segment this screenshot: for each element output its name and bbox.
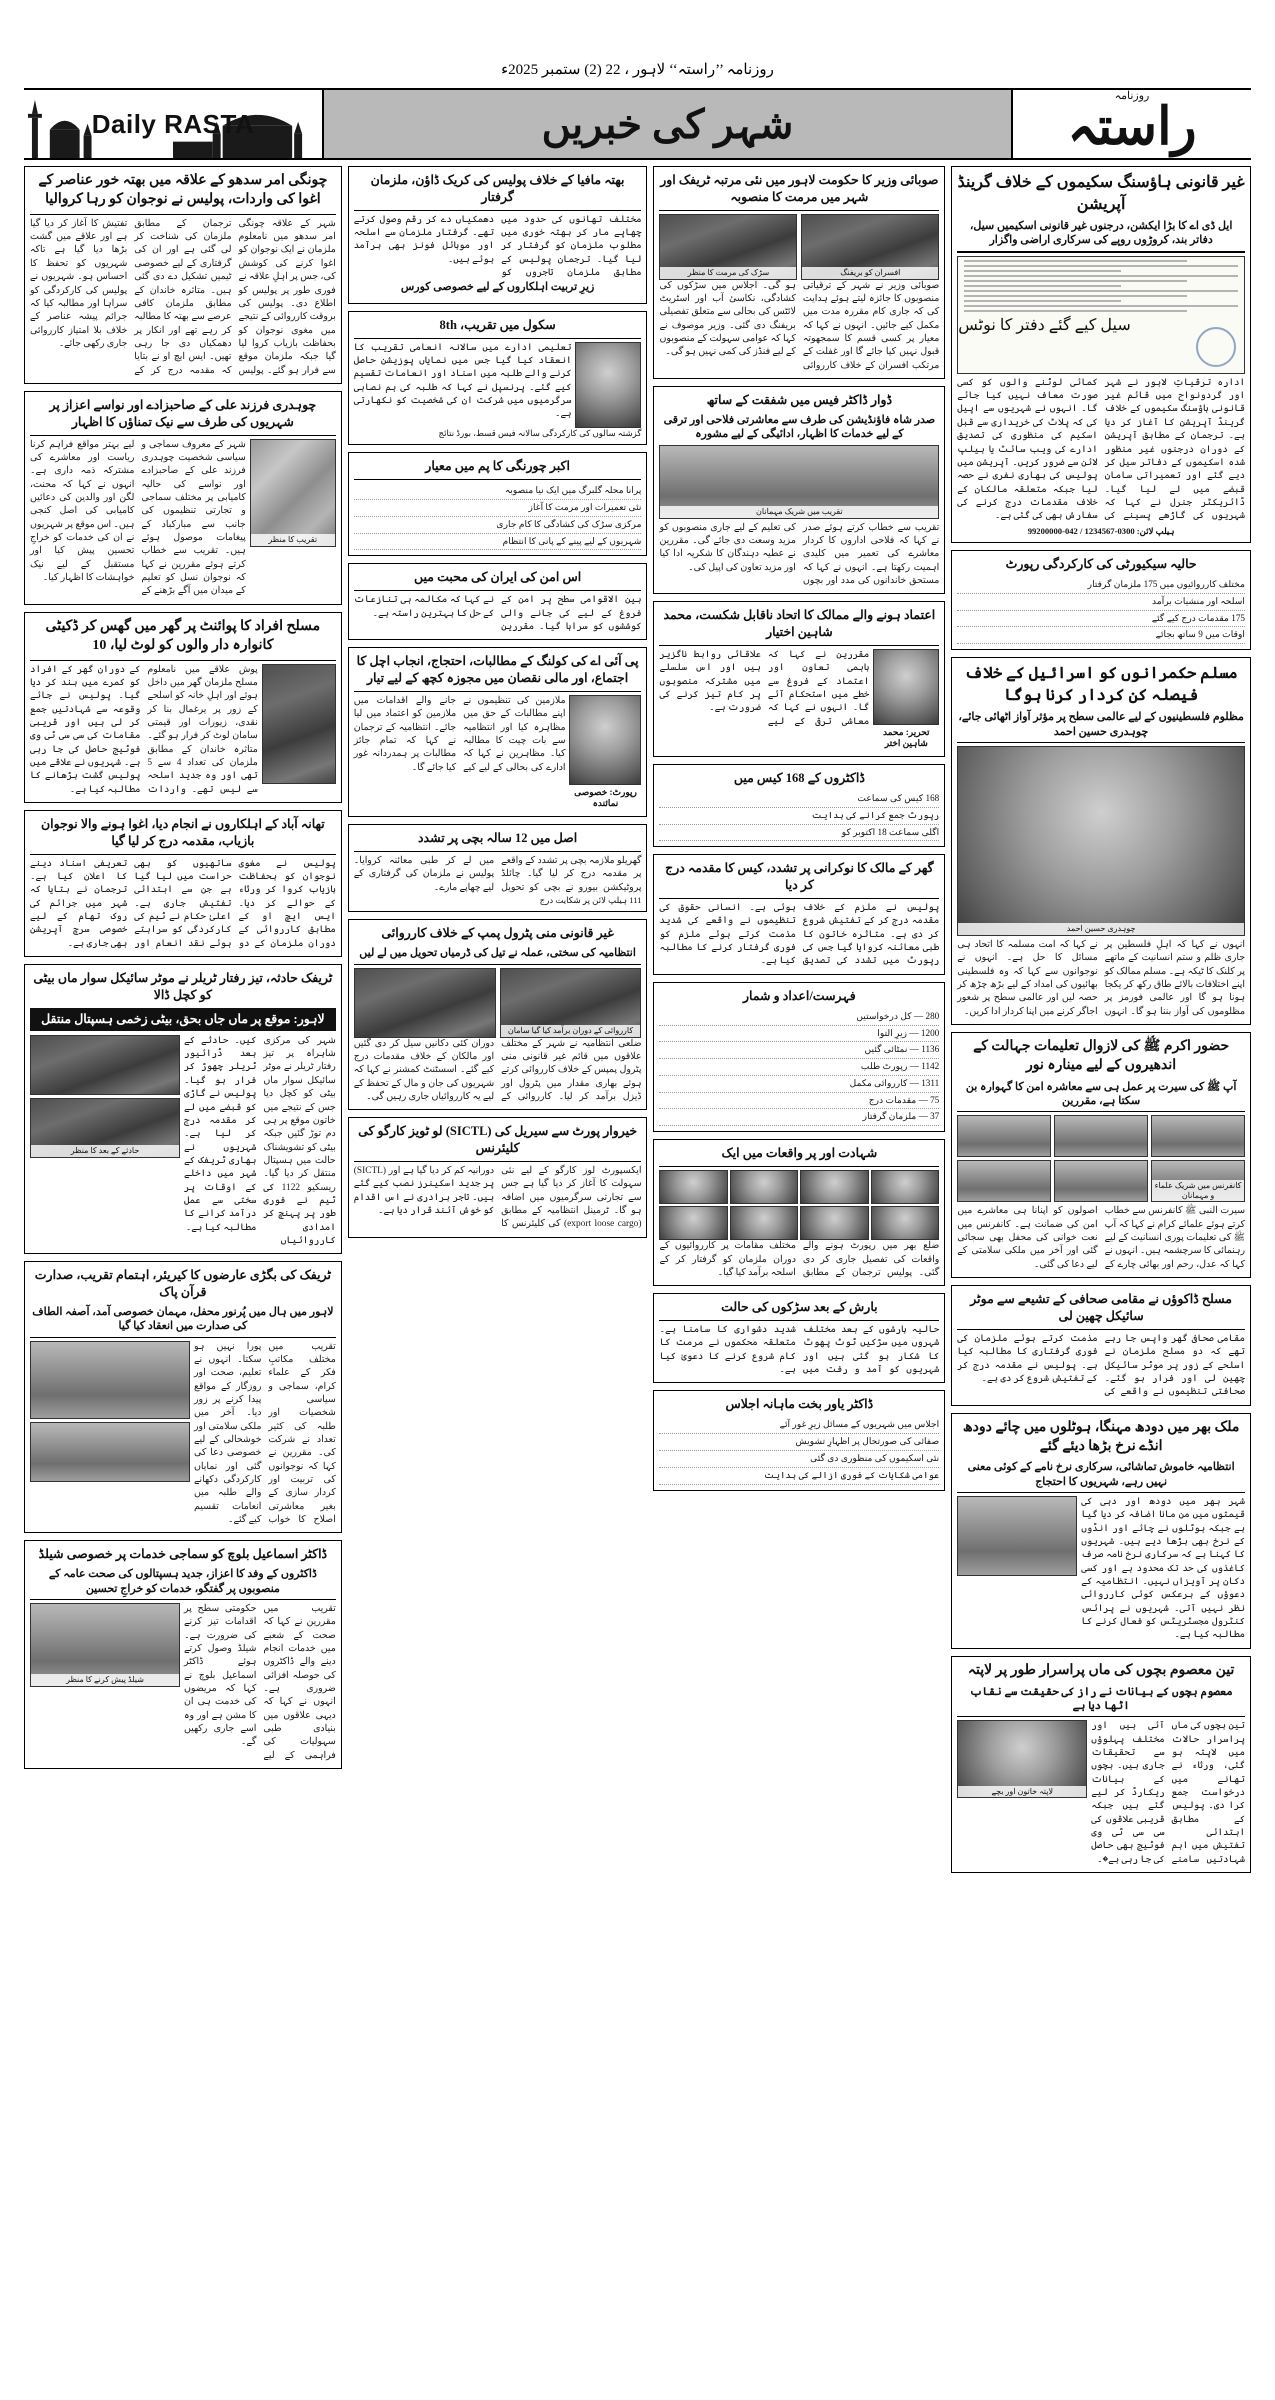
list-item: عوامی شکایات کے فوری ازالے کی ہدایت xyxy=(659,1468,939,1485)
headline: شہادت اور پر واقعات میں ایک xyxy=(721,1146,878,1161)
headline: مسلح ڈاکوؤں نے مقامی صحافی کے تشیعے سے موٹر سائیکل چھین لی xyxy=(970,1292,1232,1324)
article-mid-b xyxy=(653,764,945,847)
body-note: 111 ہیلپ لائن پر شکایت درج xyxy=(539,894,642,905)
logo-text: Daily RASTA xyxy=(91,108,255,139)
list-item: اوقات میں 9 ساتھ بجائے xyxy=(957,627,1245,644)
headline: حضور اکرم ﷺ کی لازوال تعلیمات جہالت کے اندھیروں کے لیے مینارہ نور xyxy=(973,1039,1230,1073)
article-c2-d xyxy=(348,563,648,640)
headline: چوہدری فرزند علی کے صاحبزادے اور نواسے اعزاز پر شہریوں کی طرف سے نیک تمناؤں کا اظہار xyxy=(49,397,317,429)
article-c4-c xyxy=(951,657,1251,1025)
body-text: تقریب سے خطاب کرتے ہوئے صدر نے کہا کہ فلاحی اداروں کا کردار معاشرے کی تعمیر میں کلیدی اہمیت رکھتا ہے۔ انہوں نے کہا کہ مستحق خاندانوں کی مدد اور بچوں کی تعلیم کے لیے جاری منصوبوں کو مزید وسعت دی جائے گی۔ مقررین نے عطیہ دہندگان کا شکریہ ادا کیا اور مزید تعاون کی اپیل کی۔ xyxy=(659,522,940,586)
grid-photo xyxy=(800,1170,868,1204)
body-text: حالیہ بارشوں کے بعد مختلف شہروں میں سڑکیں ٹوٹ پھوٹ کا شکار ہو گئی ہیں اور شہریوں کو آمد و رفت میں شدید دشواری کا سامنا ہے۔ متعلقہ محکموں نے مرمت کا کام شروع کرنے کا دعویٰ کیا ہے۔ xyxy=(659,1325,940,1376)
body-text: ضلع بھر میں رپورٹ ہونے والے واقعات کی تفصیل جاری کر دی گئی۔ پولیس ترجمان کے مطابق مختلف مقامات پر کارروائیوں کے دوران ملزمان کو گرفتار کر کے اسلحہ برآمد کیا گیا۔ xyxy=(659,1241,940,1278)
body-text: گھریلو ملازمہ بچی پر تشدد کے واقعے پر مقدمہ درج کر لیا گیا۔ چائلڈ پروٹیکشن بیورو نے بچی کو تحویل میں لے کر طبی معائنہ کروایا۔ پولیس نے ملزمان کی گرفتاری کے لیے چھاپے مارے۔ xyxy=(353,855,642,893)
list-item: صفائی کی صورتحال پر اظہارِ تشویش xyxy=(659,1434,939,1451)
article-c2-e xyxy=(348,647,648,817)
article-photo xyxy=(354,968,496,1038)
list-item: 37 — ملزمان گرفتار xyxy=(659,1109,939,1126)
body-text: پولیس نے مغوی نوجوان کو بحفاظت بازیاب کروا کر ورثاء کے حوالے کر دیا۔ ایس ایچ او کے مطابق کارروائی کے دوران ملزمان کے دو ساتھیوں کو بھی حراست میں لیا گیا ہے جن سے ابتدائی تفتیش جاری ہے۔ اعلیٰ حکام نے ٹیم کی کارکردگی کو سراہتے ہوئے نقد انعام اور تعریفی اسناد دینے کا اعلان کیا ہے۔ ترجمان نے بتایا کہ شہر میں جرائم کی روک تھام کے لیے خصوصی سرچ آپریشن بھی جاری ہے۔ xyxy=(30,858,336,949)
article-photo xyxy=(659,214,797,280)
headline: پی آئی اے کی کولنگ کے مطالبات، احتجاج، انجاب اچل کا اجتماع، اور مالی نقصان میں مجوزہ کچھ کے لیے تیار xyxy=(356,654,639,686)
headline: بارش کے بعد سڑکوں کی حالت xyxy=(721,1300,878,1315)
headline: صوبائی وزیر کا حکومت لاہور میں نئی مرتبہ ٹریفک اور شہر میں مرمت کا منصوبہ xyxy=(660,173,939,204)
sub-headline: لاہور میں ہال میں پُرنور محفل، مہمان خصوصی آمد، آصفہ الطاف کی صدارت میں انعقاد کیا گیا xyxy=(32,1306,334,1333)
headline: اعتماد ہونے والے ممالک کا اتحاد ناقابل شکست، محمد شاہین اختیار xyxy=(663,608,936,640)
article-c3-b xyxy=(653,601,945,757)
headline: ڈاکٹروں کے 168 کیس میں xyxy=(733,771,865,786)
list-item: نئی تعمیرات اور مرمت کا آغاز xyxy=(354,500,642,517)
sub-note: زیرِ تربیت اہلکاروں کے لیے خصوصی کورس xyxy=(400,281,595,294)
article-photo xyxy=(957,1720,1087,1798)
article-c4-f xyxy=(951,1413,1251,1649)
article-photo xyxy=(873,649,939,725)
byline: تحریر: محمد شاہین اختر xyxy=(882,727,930,749)
headline: مسلح افراد کا پوائنٹ پر گھر میں گھس کر ڈکیٹی کانوارہ دار والوں کو لوٹ لیا، 10 xyxy=(45,618,321,653)
column-2 xyxy=(348,166,648,2376)
body-text: شہر کے علاقہ چونگی امر سدھو میں نامعلوم ملزمان نے ایک نوجوان کو اغوا کرنے کی کوشش کی، جس پر اہلِ علاقہ نے فوری طور پر پولیس کو اطلاع دی۔ پولیس کی بروقت کارروائی کے نتیجے میں مغوی نوجوان کو بحفاظت بازیاب کروا لیا گیا جبکہ ملزمان موقع سے فرار ہو گئے۔ پولیس ترجمان کے مطابق ملزمان کی شناخت کر لی گئی ہے اور ان کی گرفتاری کے لیے خصوصی ٹیمیں تشکیل دے دی گئی ہیں۔ متاثرہ خاندان کے مطابق ملزمان کافی عرصے سے بھتہ کا مطالبہ کر رہے تھے اور انکار پر دھمکیاں دی جا رہی تھیں۔ ایس ایچ او نے بتایا کہ مقدمہ درج کر کے تفتیش کا آغاز کر دیا گیا ہے اور علاقے میں گشت بڑھا دیا گیا ہے تاکہ شہریوں کو تحفظ کا احساس ہو۔ شہریوں نے پولیس کی کارکردگی کو سراہا اور مطالبہ کیا کہ جرائم پیشہ عناصر کے خلاف بلا امتیاز کارروائی جاری رکھی جائے۔ xyxy=(30,218,336,376)
article-photo-2 xyxy=(30,1422,190,1482)
article-photo xyxy=(262,664,336,784)
column-3 xyxy=(653,166,945,2376)
headline: خیروار پورٹ سے سیریل کی (SICTL) لو ٹویز کارگو کی کلیئرنس xyxy=(358,1124,638,1156)
sub-headline: صدر شاہ فاؤنڈیشن کی طرف سے معاشرتی فلاحی اور ترقی کے لیے خدمات کا اظہار، ادائیگی کے لیے مشورہ xyxy=(663,414,936,441)
article-photo-2 xyxy=(500,968,642,1038)
photo-strip-2 xyxy=(957,1160,1245,1202)
page-issue-line: روزنامہ ’’راستہ‘‘ لاہور ، 22 (2) ستمبر 2025ء xyxy=(501,62,774,78)
masthead-section-title xyxy=(324,90,1011,158)
sub-headline: انتظامیہ کی سختی، عملہ نے تیل کی ڈرمیاں تحویل میں لے لیں xyxy=(359,947,636,960)
photo-caption: کارروائی کے دوران برآمد کیا گیا سامان xyxy=(501,1025,641,1037)
nameplate-sub: روزنامہ xyxy=(1114,89,1150,102)
list-item: اگلی سماعت 18 اکتوبر کو xyxy=(659,825,939,842)
list-item: 1136 — نمٹائی گئیں xyxy=(659,1042,939,1059)
article-mid-c xyxy=(653,1293,945,1383)
article-c1-d xyxy=(24,810,342,957)
headline: اس امن کی ایران کی محبت میں xyxy=(414,570,582,585)
body-text: مختلف تھانوں کی حدود میں چھاپے مار کر بھتہ خوری میں مطلوب ملزمان کو گرفتار کر لیا گیا۔ ترجمان پولیس کے مطابق ملزمان تاجروں کو دھمکیاں دے کر رقم وصول کرتے تھے۔ گرفتار ملزمان سے اسلحہ اور موبائل فونز بھی برآمد ہوئے ہیں۔ xyxy=(353,214,642,279)
headline: ڈاکٹر یاور بخت ماہانہ اجلاس xyxy=(725,1397,874,1412)
section-title-text: شہر کی خبریں xyxy=(541,101,794,147)
list-item: پرانا محلہ گلبرگ میں ایک نیا منصوبہ xyxy=(354,483,642,500)
article-photo xyxy=(957,1496,1077,1576)
grid-photo xyxy=(871,1170,939,1204)
article-c3-d xyxy=(653,1139,945,1286)
byline: رپورٹ: خصوصی نمائندہ xyxy=(574,786,637,808)
article-c1-b xyxy=(24,391,342,605)
article-c1-g xyxy=(24,1540,342,1769)
body-text: ادارہ ترقیاتِ لاہور نے شہر اور گردونواح میں قائم غیر قانونی ہاؤسنگ سکیموں کے خلاف گرینڈ آپریشن کا آغاز کر دیا ہے۔ ترجمان کے مطابق آپریشن کے دوران درجنوں غیر منظور شدہ اسکیموں کے دفاتر سیل کر دیے گئے اور تعمیراتی سامان قبضے میں لے لیا گیا۔ ڈائریکٹر جنرل نے کہا کہ شہریوں کی گاڑھے پسینے کی کمائی لوٹنے والوں کو کسی صورت معاف نہیں کیا جائے گا۔ انہوں نے شہریوں سے اپیل کی کہ پلاٹ کی خریداری سے قبل اسکیم کی منظوری کی تصدیق ادارے کی ویب سائٹ یا ہیلپ لائن سے ضرور کریں۔ آپریشن میں پولیس کی بھاری نفری نے حصہ لیا جبکہ متعلقہ مالکان کے خلاف مقدمات درج کرنے کی سفارش بھی کی گئی ہے۔ xyxy=(957,377,1245,522)
article-photo xyxy=(957,746,1245,936)
headline: تھانہ آباد کے اہلکاروں نے انجام دیا، اغوا ہونے والا نوجوان بازیاب، مقدمہ درج کر لیا گیا xyxy=(40,817,325,848)
article-c2-c xyxy=(348,452,648,556)
article-photo xyxy=(575,342,641,428)
article-mid-d xyxy=(653,982,945,1132)
headline: ملک بھر میں دودھ مہنگا، ہوٹلوں میں چائے دودھ انڈے نرخ بڑھا دیئے گئے xyxy=(962,1419,1240,1454)
strip-photo xyxy=(957,1115,1051,1157)
body-note: گزشتہ سالوں کی کارکردگی سالانہ فیس قسط، بورڈ نتائج xyxy=(438,427,642,438)
article-c3-e xyxy=(653,1390,945,1490)
sub-headline: انتظامیہ خاموش تماشائی، سرکاری نرخ نامے کے کوئی معنی نہیں رہے، شہریوں کا احتجاج xyxy=(967,1461,1235,1488)
body-text: مقررین نے کہا کہ باہمی تعاون اور اعتماد کے فروغ سے خطے میں استحکام آئے گا۔ انہوں نے کہا کہ معاشی ترقی کے لیے علاقائی روابط ناگزیر ہیں اور اس سلسلے میں مشترکہ منصوبوں پر کام تیز کرنے کی ضرورت ہے۔ xyxy=(659,650,870,727)
body-text: انہوں نے کہا کہ اہلِ فلسطین پر جاری ظلم و ستم انسانیت کے ماتھے پر کلنک کا ٹیکہ ہے۔ مسلم ممالک کو اپنے اختلافات بالائے طاق رکھ کر یکجا ہونا ہو گا اور عالمی فورمز پر مظلوموں کی آواز بننا ہو گا۔ انہوں نے کہا کہ امت مسلمہ کا اتحاد ہی مسائل کا حل ہے۔ انہوں نے نوجوانوں سے کہا کہ وہ فلسطینی بھائیوں کی امداد کے لیے بڑھ چڑھ کر حصہ لیں اور عالمی سطح پر شعور اجاگر کرنے میں اپنا کردار ادا کریں۔ xyxy=(957,940,1245,1017)
article-c2-g xyxy=(348,919,648,1110)
strip-photo xyxy=(1054,1115,1148,1157)
body-text: پوش علاقے میں نامعلوم مسلح ملزمان گھر میں داخل ہوئے اور اہلِ خانہ کو اسلحے کے زور پر یرغمال بنا کر نقدی، زیورات اور قیمتی سامان لوٹ کر فرار ہو گئے۔ متاثرہ خاندان کے مطابق ملزمان کی تعداد 4 سے 5 تھی اور وہ جدید اسلحہ سے لیس تھے۔ واردات کے دوران گھر کے افراد کو کمرے میں بند کر دیا گیا۔ پولیس نے جائے وقوعہ سے شہادتیں جمع کر لی ہیں اور قریبی مقامات کی سی سی ٹی وی فوٹیج حاصل کی جا رہی ہے۔ شہریوں نے علاقے میں پولیس گشت بڑھانے کا مطالبہ کیا ہے۔ xyxy=(30,664,258,795)
sub-headline: ایل ڈی اے کا بڑا ایکشن، درجنوں غیر قانونی اسکیمیں سیل، دفاتر بند، کروڑوں روپے کی سرکاری اراضی واگزار xyxy=(969,220,1233,247)
body-text: مقامی صحافی گھر واپس جا رہے تھے کہ دو مسلح ملزمان نے اسلحے کے زور پر موٹر سائیکل چھین لی اور فرار ہو گئے۔ صحافتی تنظیموں نے واقعے کی مذمت کرتے ہوئے ملزمان کی فوری گرفتاری کا مطالبہ کیا ہے۔ پولیس نے مقدمہ درج کر کے تفتیش شروع کر دی ہے۔ xyxy=(957,1333,1245,1398)
body-text: بین الاقوامی سطح پر امن کے فروغ کے لیے کی جانے والی کوششوں کو سراہا گیا۔ مقررین نے کہا کہ مکالمہ ہی تنازعات کے حل کا بہترین راستہ ہے۔ xyxy=(353,595,642,632)
sub-headline: لاہور: موقع پر ماں جاں بحق، بیٹی زخمی ہسپتال منتقل xyxy=(30,1008,336,1031)
headline: اکبر چورنگی کا پم میں معیار xyxy=(425,459,570,474)
photo-caption: تقریب کا منظر xyxy=(251,534,335,546)
body-text: تقریب میں مقررین نے کہا کہ صحت کے شعبے میں خدمات انجام دینے والے ڈاکٹروں کی حوصلہ افزائی ضروری ہے۔ انہوں نے کہا کہ دیہی علاقوں میں بنیادی طبی سہولیات کی فراہمی کے لیے حکومتی سطح پر اقدامات تیز کرنے کی ضرورت ہے۔ شیلڈ وصول کرتے ہوئے ڈاکٹر اسماعیل بلوچ نے کہا کہ مریضوں کی خدمت ہی ان کا مشن ہے اور وہ اسے جاری رکھیں گے۔ xyxy=(184,1603,336,1761)
body-text: ایکسپورٹ لوز کارگو کے لیے نئی سہولت کا آغاز کر دیا گیا ہے جس سے تجارتی سرگرمیوں میں اضافہ ہو گا۔ ٹرمینل انتظامیہ کے مطابق (export loose cargo) کی کلیئرنس کا دورانیہ کم کر دیا گیا ہے اور (SICTL) پر جدید اسکینرز نصب کیے گئے ہیں۔ تاجر برادری نے اس اقدام کو خوش آئند قرار دیا ہے۔ xyxy=(353,1166,642,1230)
column-4 xyxy=(951,166,1251,2376)
grid-photo xyxy=(871,1206,939,1240)
headline: سکول میں تقریب، 8th xyxy=(439,317,556,332)
photo-caption: چوہدری حسین احمد xyxy=(958,923,1244,935)
article-c1-e xyxy=(24,964,342,1254)
photo-caption: تقریب میں شریک مہمانان xyxy=(660,506,938,518)
body-text: تقریب میں مختلف مکاتبِ فکر کے علماء کرام، سماجی و سیاسی شخصیات اور طلبہ کی کثیر تعداد نے شرکت کی۔ مقررین نے کہا کہ نوجوانوں کی تربیت اور کردار سازی کے بغیر معاشرتی اصلاح کا خواب پورا نہیں ہو سکتا۔ انہوں نے تعلیم، صحت اور روزگار کے مواقع پیدا کرنے پر زور دیا۔ آخر میں ملکی سلامتی اور خوشحالی کے لیے خصوصی دعا کی گئی اور نمایاں کارکردگی دکھانے والے طلبہ میں انعامات تقسیم کیے گئے۔ xyxy=(194,1341,336,1526)
content-columns xyxy=(24,166,1251,2376)
photo-caption: سڑک کی مرمت کا منظر xyxy=(660,267,796,279)
body-text: ملازمین کی تنظیموں نے اپنے مطالبات کے حق میں مظاہرہ کیا اور انتظامیہ سے بات چیت کا مطالبہ کیا۔ مظاہرین نے کہا کہ ادارے کی بحالی کے لیے کیے جانے والے اقدامات میں ملازمین کو اعتماد میں لیا جائے۔ انتظامیہ کے ترجمان نے کہا کہ تمام جائز مطالبات پر ہمدردانہ غور کیا جائے گا۔ xyxy=(353,695,566,773)
sub-headline: ڈاکٹروں کے وفد کا اعزاز، جدید ہسپتالوں کی صحت عامہ کے منصوبوں پر گفتگو، خدمات کو خراجِ تحسین xyxy=(48,1568,317,1595)
masthead-logo xyxy=(24,90,324,158)
article-photo xyxy=(659,445,939,519)
list-item: نئی اسکیموں کی منظوری دی گئی xyxy=(659,1451,939,1468)
bullet-list xyxy=(659,791,939,841)
photo-caption: شیلڈ پیش کرنے کا منظر xyxy=(31,1674,179,1686)
article-c3-c xyxy=(653,854,945,974)
grid-photo xyxy=(659,1206,727,1240)
headline: غیر قانونی منی پٹرول پمپ کے خلاف کارروائی xyxy=(381,926,614,941)
bullet-list xyxy=(659,1417,939,1484)
body-text: تعلیمی ادارے میں سالانہ انعامی تقریب کا انعقاد کیا گیا جس میں نمایاں پوزیشن حاصل کرنے والے طلبہ میں اسناد اور انعامات تقسیم کیے گئے۔ پرنسپل نے کہا کہ طلبہ کی ہم نصابی سرگرمیوں میں شرکت ان کی شخصیت کو نکھارتی ہے۔ xyxy=(353,342,572,420)
headline: گھر کے مالک کا نوکرانی پر تشدد، کیس کا مقدمہ درج کر دیا xyxy=(665,861,934,893)
list-item: 1200 — زیرِ التوا xyxy=(659,1026,939,1043)
article-mid-a xyxy=(653,386,945,594)
list-item: رپورٹ جمع کرانے کی ہدایت xyxy=(659,808,939,825)
article-c4-e xyxy=(951,1285,1251,1405)
article-photo xyxy=(250,439,336,547)
list-item: 175 مقدمات درج کیے گئے xyxy=(957,611,1245,628)
list-item: اجلاس میں شہریوں کے مسائل زیرِ غور آئے xyxy=(659,1417,939,1434)
strip-photo xyxy=(1151,1115,1245,1157)
list-item: شہریوں کے لیے پینے کے پانی کا انتظام xyxy=(354,534,642,551)
official-stamp-icon xyxy=(1196,327,1236,367)
article-photo xyxy=(30,1603,180,1687)
headline: غیر قانونی ہاؤسنگ سکیموں کے خلاف گرینڈ آپریشن xyxy=(957,174,1245,213)
headline: ٹریفک کی بگڑی عارضوں کا کیریئر، اہتمام تقریب، صدارت قرآن پاک xyxy=(34,1268,331,1300)
photo-strip xyxy=(957,1115,1245,1157)
nameplate-word: راستہ xyxy=(1067,98,1197,156)
photo-caption: لاپتہ خاتون اور بچے xyxy=(958,1786,1086,1798)
article-photo-2 xyxy=(30,1098,180,1158)
grid-photo xyxy=(800,1206,868,1240)
list-item: مرکزی سڑک کی کشادگی کا کام جاری xyxy=(354,517,642,534)
sub-headline: مظلوم فلسطینیوں کے لیے عالمی سطح پر مؤثر آواز اٹھائی جائے، چوہدری حسین احمد xyxy=(958,711,1244,738)
grid-photo xyxy=(730,1206,798,1240)
body-text: تین بچوں کی ماں پراسرار حالات میں لاپتہ ہو گئی، ورثاء نے تھانے میں درخواست جمع کرا دی۔ پولیس کے مطابق ابتدائی تفتیش میں اہم شہادتیں سامنے آئی ہیں اور مختلف پہلوؤں سے تحقیقات جاری ہیں۔ بچوں کے بیانات ریکارڈ کر لیے گئے ہیں جبکہ قریبی علاقوں کی سی سی ٹی وی فوٹیج بھی حاصل کی جا رہی ہے�۔ xyxy=(1091,1721,1245,1865)
body-text: پولیس نے ملزم کے خلاف مقدمہ درج کر کے تفتیش شروع کر دی ہے۔ متاثرہ خاتون کا طبی معائنہ کروایا گیا جس کی رپورٹ میں تشدد کی تصدیق ہوئی ہے۔ انسانی حقوق کی تنظیموں نے واقعے کی شدید مذمت کرتے ہوئے ملزم کو فوری گرفتار کرنے کا مطالبہ کیا ہے۔ xyxy=(659,903,940,967)
article-c4-b xyxy=(951,550,1251,650)
article-c2-f xyxy=(348,824,648,913)
article-photo-2 xyxy=(801,214,939,280)
headline: اصل میں 12 سالہ بچی پر تشدد xyxy=(417,830,578,845)
article-c2-b xyxy=(348,311,648,445)
headline: حالیہ سیکیورٹی کی کارکردگی رپورٹ xyxy=(1005,557,1197,572)
bullet-list xyxy=(354,483,642,550)
article-c1-c xyxy=(24,612,342,803)
strip-photo xyxy=(957,1160,1051,1202)
list-item: 1311 — کارروائی مکمل xyxy=(659,1076,939,1093)
headline: ڈاکٹر اسماعیل بلوچ کو سماجی خدمات پر خصوصی شیلڈ xyxy=(38,1547,328,1562)
article-c4-a xyxy=(951,166,1251,543)
body-text: صوبائی وزیر نے شہر کے ترقیاتی منصوبوں کا جائزہ لیتے ہوئے ہدایت کی کہ جاری کام مقررہ مدت میں مکمل کیے جائیں۔ انہوں نے کہا کہ معیار پر کسی قسم کا سمجھوتہ قبول نہیں کیا جائے گا اور غفلت کے مرتکب افسران کے خلاف کارروائی ہو گی۔ اجلاس میں سڑکوں کی کشادگی، نکاسیٔ آب اور اسٹریٹ لائٹس کی بحالی سے متعلق تفصیلی بریفنگ دی گئی۔ وزیر موصوف نے کہا کہ عوامی سہولت کے منصوبوں کے لیے فنڈز کی کمی نہیں ہو گی۔ xyxy=(659,280,940,371)
stats-list xyxy=(659,1009,939,1127)
article-c1-f xyxy=(24,1261,342,1533)
headline: ڈوار ڈاکٹر فیس میں شفقت کے ساتھ xyxy=(706,393,893,408)
photo-caption: سیل کیے گئے دفتر کا نوٹس xyxy=(958,316,1131,334)
headline: بھتہ مافیا کے خلاف پولیس کی کریک ڈاؤن، ملزمان گرفتار xyxy=(370,173,625,204)
headline: فہرست/اعداد و شمار xyxy=(742,988,856,1003)
article-photo xyxy=(30,1341,190,1419)
article-c4-g xyxy=(951,1656,1251,1873)
article-photo xyxy=(30,1035,180,1095)
article-c2-h xyxy=(348,1117,648,1237)
headline: تین معصوم بچوں کی ماں پراسرار طور پر لاپتہ xyxy=(967,1662,1235,1678)
sub-headline: معصوم بچوں کے بیانات نے راز کی حقیقت سے نقاب اٹھا دیا ہے xyxy=(969,1685,1233,1712)
helpline-text: ہیلپ لائن: 0300-1234567 / 042-99200000 xyxy=(1027,525,1175,536)
sub-headline: آپ ﷺ کی سیرت پر عمل ہی سے معاشرہ امن کا گہوارہ بن سکتا ہے، مقررین xyxy=(965,1080,1237,1108)
masthead xyxy=(24,88,1251,160)
list-item: 280 — کل درخواستیں xyxy=(659,1009,939,1026)
photo-caption: کانفرنس میں شریک علماء و مہمانان xyxy=(1152,1180,1244,1201)
column-1 xyxy=(24,166,342,2376)
bullet-list xyxy=(957,577,1245,644)
body-text: شہر کے معروف سماجی و سیاسی شخصیت چوہدری فرزند علی کے صاحبزادے اور نواسے کی حالیہ کامیابی پر مختلف سماجی و تجارتی تنظیموں کی جانب سے مبارکباد کے پیغامات موصول ہوئے ہیں۔ تقریب سے خطاب کرتے ہوئے مقررین نے کہا کہ نوجوان نسل کو تعلیم کے میدان میں آگے بڑھنے کے لیے بہتر مواقع فراہم کرنا ریاست اور معاشرے کی مشترکہ ذمہ داری ہے۔ انہوں نے کہا کہ محنت، لگن اور والدین کی دعائیں کامیابی کی اصل کنجی ہیں۔ اس موقع پر شہریوں نے ان کی خدمات کو خراجِ تحسین پیش کیا اور مستقبل کے لیے نیک خواہشات کا اظہار کیا۔ xyxy=(30,439,246,597)
headline: مسلم حکمرانوں کو اسرائیل کے خلاف فیصلہ کن کردار کرنا ہوگا xyxy=(964,665,1238,704)
list-item: 1142 — رپورٹ طلب xyxy=(659,1059,939,1076)
list-item: 75 — مقدمات درج xyxy=(659,1093,939,1110)
article-c3-a xyxy=(653,166,945,379)
body-text: سیرت النبی ﷺ کانفرنس سے خطاب کرتے ہوئے علمائے کرام نے کہا کہ آپ ﷺ کی تعلیمات پوری انسانیت کے لیے رہنمائی کا سرچشمہ ہیں۔ انہوں نے کہا کہ عدل، رحم اور بھائی چارے کے اصولوں کو اپنانا ہی معاشرے میں امن کی ضمانت ہے۔ کانفرنس میں نعت خوانی کی محفل بھی سجائی گئی اور آخر میں ملکی سلامتی کے لیے دعا کی گئی۔ xyxy=(957,1206,1245,1270)
headline: چونگی امر سدھو کے علاقہ میں بھتہ خور عناصر کے اغوا کی واردات، پولیس نے نوجوان کو رہا کروالیا xyxy=(38,173,328,207)
grid-photo xyxy=(730,1170,798,1204)
photo-caption-2: افسران کو بریفنگ xyxy=(802,267,938,279)
article-c2-a xyxy=(348,166,648,304)
body-text: شہر بھر میں دودھ اور دہی کی قیمتوں میں من مانا اضافہ کر دیا گیا ہے جبکہ ہوٹلوں نے چائے اور انڈوں کے نرخ بھی بڑھا دیے ہیں۔ شہریوں کا کہنا ہے کہ سرکاری نرخ نامہ صرف کاغذوں کی حد تک محدود ہے اور کسی دکان پر آویزاں نہیں۔ انتظامیہ کے دعوؤں کے برعکس کوئی کارروائی نظر نہیں آتی۔ شہریوں نے پرائس کنٹرول مجسٹریٹس کو فعال کرنے کا مطالبہ کیا ہے۔ xyxy=(1081,1497,1245,1641)
strip-photo xyxy=(1054,1160,1148,1202)
headline: ٹریفک حادثہ، تیز رفتار ٹریلر نے موٹر سائیکل سوار ماں بیٹی کو کچل ڈالا xyxy=(33,971,333,1003)
photo-grid xyxy=(659,1170,939,1240)
photo-caption: حادثے کے بعد کا منظر xyxy=(31,1145,179,1157)
body-text: ضلعی انتظامیہ نے شہر کے مختلف علاقوں میں قائم غیر قانونی منی پٹرول پمپس کے خلاف کارروائی کرتے ہوئے بھاری مقدار میں پٹرول اور ڈیزل برآمد کر لیا۔ کارروائی کے دوران کئی دکانیں سیل کر دی گئیں اور مالکان کے خلاف مقدمات درج کیے گئے۔ اسسٹنٹ کمشنر نے کہا کہ شہریوں کی جان و مال کے تحفظ کے لیے یہ کارروائیاں جاری رہیں گی۔ xyxy=(353,1038,642,1102)
article-c1-a xyxy=(24,166,342,384)
strip-photo xyxy=(1151,1160,1245,1202)
article-photo xyxy=(569,695,641,785)
body-text: شہر کی مرکزی شاہراہ پر تیز رفتار ٹریلر نے موٹر سائیکل سوار ماں بیٹی کو کچل دیا جس کے نتیجے میں خاتون موقع پر ہی دم توڑ گئیں جبکہ بیٹی کو تشویشناک حالت میں ہسپتال منتقل کر دیا گیا۔ ریسکیو 1122 کی ٹیم نے فوری طور پر پہنچ کر امدادی کارروائیاں کیں۔ حادثے کے بعد ڈرائیور ٹریلر چھوڑ کر فرار ہو گیا۔ پولیس نے گاڑی کو قبضے میں لے کر مقدمہ درج کر لیا ہے۔ شہریوں نے بھاری ٹریفک کے شہر میں داخلے کے اوقات پر سختی سے عمل درآمد کرانے کا مطالبہ کیا ہے۔ xyxy=(184,1035,336,1246)
masthead-nameplate xyxy=(1011,90,1251,158)
list-item: 168 کیس کی سماعت xyxy=(659,791,939,808)
list-item: اسلحہ اور منشیات برآمد xyxy=(957,594,1245,611)
article-c4-d xyxy=(951,1032,1251,1278)
list-item: مختلف کارروائیوں میں 175 ملزمان گرفتار xyxy=(957,577,1245,594)
grid-photo xyxy=(659,1170,727,1204)
document-scan xyxy=(957,256,1245,374)
